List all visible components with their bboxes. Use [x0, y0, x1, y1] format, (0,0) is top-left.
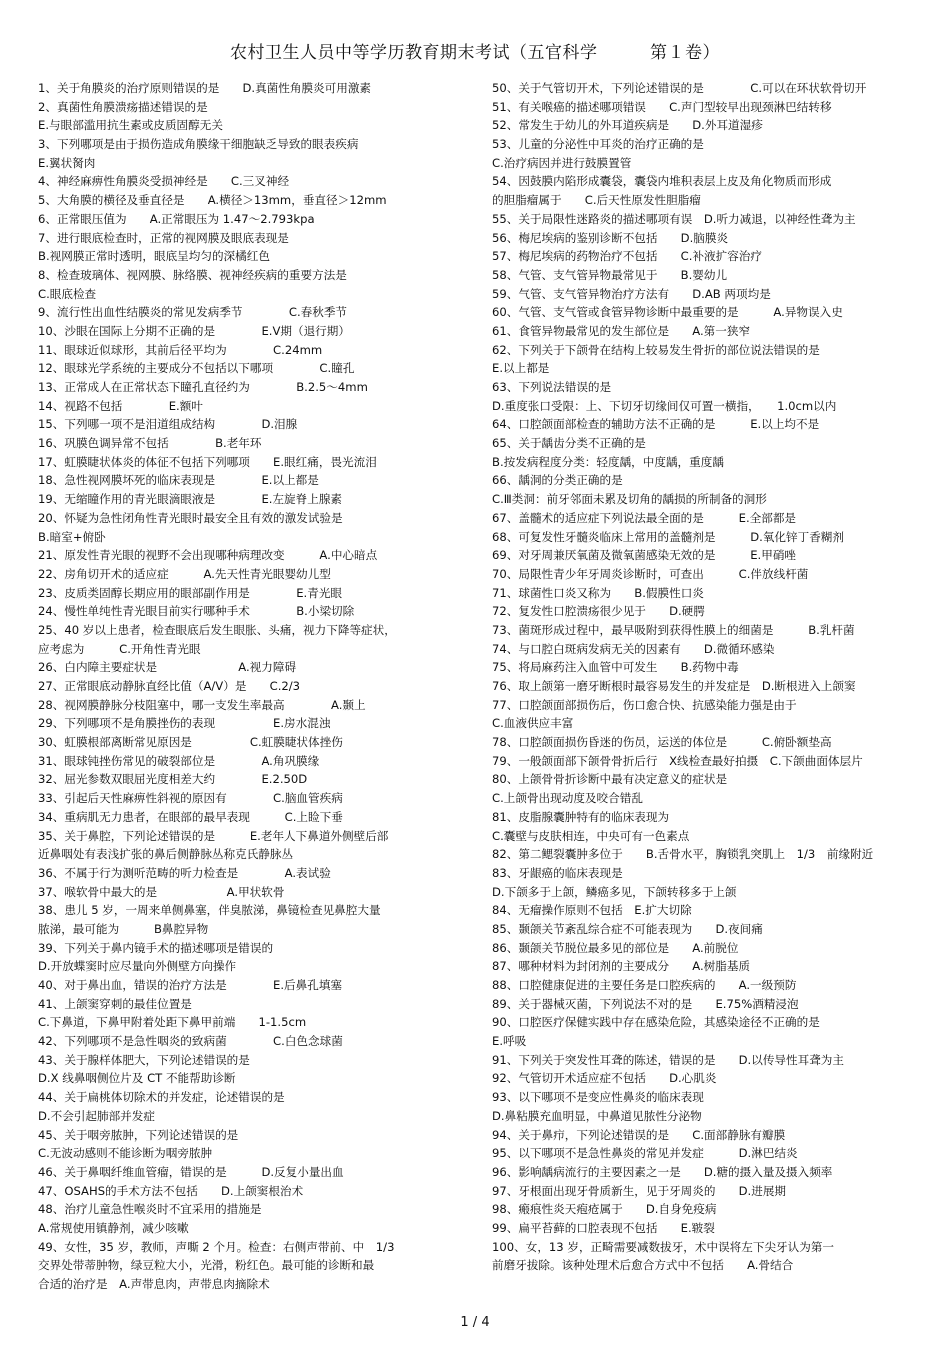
- question-line: 15、下列哪一项不是泪道组成结构 D.泪腺: [38, 417, 298, 432]
- question-line: 30、虹膜根部离断常见原因是 C.虹膜睫状体挫伤: [38, 735, 343, 750]
- question-line: 34、重病肌无力患者，在眼部的最早表现 C.上睑下垂: [38, 809, 343, 824]
- question-line: 12、眼球光学系统的主要成分不包括以下哪项 C.瞳孔: [38, 361, 355, 376]
- question-line: 75、将局麻药注入血管中可发生 B.药物中毒: [492, 660, 739, 675]
- question-line: 50、关于气管切开术，下列论述错误的是 C.可以在环状软骨切开: [492, 81, 867, 95]
- question-line: 32、屈光参数双眼屈光度相差大约 E.2.50D: [38, 772, 308, 787]
- question-line: 37、喉软骨中最大的是 A.甲状软骨: [38, 884, 285, 899]
- question-line: D.鼻粘膜充血明显，中鼻道见脓性分泌物: [492, 1108, 702, 1123]
- question-line: 86、颞颌关节脱位最多见的部位是 A.前脱位: [492, 940, 739, 955]
- question-line: 67、盖髓术的适应症下列说法最全面的是 E.全部都是: [492, 510, 797, 525]
- question-line: 20、怀疑为急性闭角性青光眼时最安全且有效的激发试验是: [38, 510, 343, 525]
- question-line: D.不会引起肺部并发症: [38, 1108, 155, 1123]
- question-line: 的胆脂瘤属于 C.后天性原发性胆脂瘤: [492, 193, 701, 208]
- question-line: 63、下列说法错误的是: [492, 380, 612, 394]
- question-line: 84、无瘤操作原则不包括 E.扩大切除: [492, 903, 692, 918]
- question-line: 69、对牙周兼厌氧菌及微氧菌感染无效的是 E.甲硝唑: [492, 548, 797, 563]
- question-line: E.呼吸: [492, 1034, 527, 1049]
- question-line: E.与眼部滥用抗生素或皮质固醇无关: [38, 118, 223, 133]
- question-line: 68、可复发性牙髓炎临床上常用的盖髓剂是 D.氧化锌丁香糊剂: [492, 529, 844, 544]
- question-line: 89、关于器械灭菌，下列说法不对的是 E.75%酒精浸泡: [492, 996, 799, 1011]
- question-line: C.眼底检查: [38, 286, 97, 301]
- question-line: 99、扁平苔藓的口腔表现不包括 E.皲裂: [492, 1220, 715, 1235]
- question-line: 55、关于局限性迷路炎的描述哪项有误 D.听力减退，以神经性聋为主: [492, 211, 856, 226]
- question-line: 90、口腔医疗保健实践中存在感染危险，其感染途径不正确的是: [492, 1015, 820, 1030]
- question-line: 前磨牙拔除。该种处理术后愈合方式中不包括 A.骨结合: [492, 1258, 794, 1273]
- question-line: 10、沙眼在国际上分期不正确的是 E.Ⅴ期（退行期）: [38, 323, 350, 338]
- question-line: 76、取上颌第一磨牙断根时最容易发生的并发症是 D.断根进入上颌窦: [492, 679, 856, 693]
- question-line: 7、进行眼底检查时，正常的视网膜及眼底表现是: [38, 230, 289, 245]
- question-line: 46、关于鼻咽纤维血管瘤，错误的是 D.反复小量出血: [38, 1164, 344, 1179]
- question-line: 60、气管、支气管或食管异物诊断中最重要的是 A.异物误入史: [492, 305, 843, 320]
- question-line: 14、视路不包括 E.额叶: [38, 398, 203, 413]
- question-line: B.按发病程度分类：轻度龋，中度龋，重度龋: [492, 454, 724, 469]
- question-line: C.上颌骨出现动度及咬合错乱: [492, 791, 643, 806]
- question-line: 脓涕，最可能为 B鼻腔异物: [38, 921, 209, 936]
- question-line: D.开放蝶窦时应尽量向外侧壁方向操作: [38, 959, 237, 974]
- question-line: C.血液供应丰富: [492, 716, 574, 731]
- question-line: 36、不属于行为测听范畴的听力检查是 A.表试验: [38, 865, 331, 880]
- question-line: C.无波动感则不能诊断为咽旁脓肿: [38, 1146, 213, 1161]
- question-line: 82、第二鳃裂囊肿多位于 B.舌骨水平，胸锁乳突肌上 1/3 前缘附近: [492, 847, 874, 862]
- question-line: 18、急性视网膜坏死的临床表现是 E.以上都是: [38, 473, 319, 488]
- question-line: 24、慢性单纯性青光眼目前实行哪种手术 B.小梁切除: [38, 604, 355, 619]
- question-line: 近鼻咽处有表浅扩张的鼻后侧静脉丛称克氏静脉丛: [38, 847, 294, 862]
- question-line: E.翼状胬肉: [38, 155, 96, 170]
- question-line: D.下颌多于上颌，鳞癌多见，下颌转移多于上颌: [492, 884, 737, 899]
- question-line: 91、下列关于突发性耳聋的陈述，错误的是 D.以传导性耳聋为主: [492, 1052, 844, 1067]
- left-column: [38, 79, 474, 1294]
- question-line: 45、关于咽旁脓肿，下列论述错误的是: [38, 1127, 239, 1142]
- question-line: 16、巩膜色调异常不包括 B.老年环: [38, 436, 262, 451]
- question-line: 71、球菌性口炎又称为 B.假膜性口炎: [492, 585, 704, 600]
- question-line: 1、关于角膜炎的治疗原则错误的是 D.真菌性角膜炎可用激素: [38, 81, 372, 95]
- question-line: 87、哪种材料为封闭剂的主要成分 A.树脂基质: [492, 959, 751, 974]
- question-line: 83、牙龈癌的临床表现是: [492, 865, 623, 880]
- question-line: 22、房角切开术的适应症 A.先天性青光眼婴幼儿型: [38, 566, 331, 581]
- question-line: C.Ⅲ类洞：前牙邻面未累及切角的龋损的所制备的洞形: [492, 492, 767, 507]
- question-line: C.治疗病因并进行鼓膜置管: [492, 155, 632, 170]
- question-line: D.X 线鼻咽侧位片及 CT 不能帮助诊断: [38, 1071, 236, 1086]
- question-line: 6、正常眼压值为 A.正常眼压为 1.47～2.793kpa: [38, 211, 315, 226]
- question-line: 98、瘢痕性炎天疱疮属于 D.自身免疫病: [492, 1202, 717, 1217]
- question-line: 48、治疗儿童急性喉炎时不宜采用的措施是: [38, 1202, 262, 1217]
- question-line: 26、白内障主要症状是 A.视力障碍: [38, 660, 297, 675]
- question-line: 31、眼球钝挫伤常见的破裂部位是 A.角巩膜缘: [38, 753, 320, 768]
- question-line: 53、儿童的分泌性中耳炎的治疗正确的是: [492, 137, 704, 152]
- question-line: 54、因鼓膜内陷形成囊袋，囊袋内堆积表层上皮及角化物质而形成: [492, 174, 832, 189]
- question-line: 62、下列关于下颌骨在结构上较易发生骨折的部位说法错误的是: [492, 342, 820, 357]
- question-line: 39、下列关于鼻内镜手术的描述哪项是错误的: [38, 940, 274, 955]
- question-line: D.重度张口受限：上、下切牙切缘间仅可置一横指， 1.0cm以内: [492, 398, 837, 413]
- question-line: 78、口腔颌面损伤昏迷的伤员，运送的体位是 C.俯卧额垫高: [492, 735, 832, 750]
- question-line: 80、上颌骨骨折诊断中最有决定意义的症状是: [492, 772, 728, 787]
- question-line: 92、气管切开术适应症不包括 D.心肌炎: [492, 1071, 717, 1086]
- question-line: 81、皮脂腺囊肿特有的临床表现为: [492, 809, 670, 824]
- question-line: 64、口腔颌面部检查的辅助方法不正确的是 E.以上均不是: [492, 417, 820, 432]
- question-line: 56、梅尼埃病的鉴别诊断不包括 D.脑膜炎: [492, 230, 729, 245]
- question-line: 11、眼球近似球形，其前后径平均为 C.24mm: [38, 342, 323, 357]
- question-line: 4、神经麻痹性角膜炎受损神经是 C.三叉神经: [38, 174, 290, 189]
- question-line: 9、流行性出血性结膜炎的常见发病季节 C.春秋季节: [38, 305, 348, 320]
- question-line: 73、菌斑形成过程中，最早吸附到获得性膜上的细菌是 B.乳杆菌: [492, 622, 855, 637]
- question-line: 29、下列哪项不是角膜挫伤的表现 E.房水混浊: [38, 716, 331, 731]
- question-line: 79、一般颌面部下颌骨骨折后行 X线检查最好拍摄 C.下颌曲面体层片: [492, 753, 863, 768]
- question-line: 72、复发性口腔溃疡很少见于 D.硬腭: [492, 604, 705, 619]
- question-line: 57、梅尼埃病的药物治疗不包括 C.补液扩容治疗: [492, 249, 763, 264]
- question-line: B.暗室+俯卧: [38, 529, 106, 544]
- question-line: 52、常发生于幼儿的外耳道疾病是 D.外耳道湿疹: [492, 118, 763, 133]
- question-line: 51、有关喉癌的描述哪项错误 C.声门型较早出现颈淋巴结转移: [492, 99, 832, 114]
- question-line: 95、以下哪项不是急性鼻炎的常见并发症 D.淋巴结炎: [492, 1146, 798, 1161]
- question-line: 100、女，13 岁，正畸需要减数拔牙，术中误将左下尖牙认为第一: [492, 1239, 835, 1254]
- question-line: E.以上都是: [492, 361, 550, 376]
- question-line: 40、对于鼻出血，错误的治疗方法是 E.后鼻孔填塞: [38, 978, 343, 992]
- question-line: 77、口腔颌面部损伤后，伤口愈合快、抗感染能力强是由于: [492, 697, 797, 712]
- question-line: 13、正常成人在正常状态下瞳孔直径约为 B.2.5～4mm: [38, 380, 368, 394]
- question-line: 41、上颌窦穿刺的最佳位置是: [38, 996, 192, 1011]
- question-line: A.常规使用镇静剂，减少咳嗽: [38, 1220, 189, 1235]
- question-line: 94、关于鼻疖，下列论述错误的是 C.面部静脉有瓣膜: [492, 1127, 786, 1142]
- question-line: 28、视网膜静脉分枝阻塞中，哪一支发生率最高 A.颞上: [38, 697, 366, 712]
- question-line: 19、无缩瞳作用的青光眼滴眼液是 E.左旋脊上腺素: [38, 492, 343, 507]
- question-line: 65、关于龋齿分类不正确的是: [492, 436, 646, 451]
- question-line: 25、40 岁以上患者，检查眼底后发生眼胀、头痛，视力下降等症状，: [38, 622, 396, 637]
- question-line: 97、牙根面出现牙骨质新生，见于牙周炎的 D.进展期: [492, 1183, 787, 1198]
- question-line: 17、虹膜睫状体炎的体征不包括下列哪项 E.眼红痛，畏光流泪: [38, 454, 377, 469]
- question-line: 8、检查玻璃体、视网膜、脉络膜、视神经疾病的重要方法是: [38, 267, 347, 282]
- question-line: 33、引起后天性麻痹性斜视的原因有 C.脑血管疾病: [38, 791, 343, 806]
- question-line: 交界处带蒂肿物，绿豆粒大小，光滑，粉红色。最可能的诊断和最: [38, 1258, 375, 1273]
- question-line: 5、大角膜的横径及垂直径是 A.横径＞13mm，垂直径＞12mm: [38, 193, 387, 208]
- question-line: 合适的治疗是 A.声带息肉，声带息肉摘除术: [38, 1277, 270, 1291]
- question-line: 42、下列哪项不是急性咽炎的致病菌 C.白色念球菌: [38, 1034, 343, 1049]
- question-line: 38、患儿 5 岁，一周来单侧鼻塞，伴臭脓涕，鼻镜检查见鼻腔大量: [38, 903, 381, 918]
- question-line: 44、关于扁桃体切除术的并发症，论述错误的是: [38, 1090, 285, 1105]
- question-line: 2、真菌性角膜溃疡描述错误的是: [38, 99, 208, 114]
- question-line: 43、关于腺样体肥大，下列论述错误的是: [38, 1052, 250, 1067]
- question-line: 74、与口腔白斑病发病无关的因素有 D.微循环感染: [492, 641, 775, 656]
- question-line: 66、龋洞的分类正确的是: [492, 473, 623, 488]
- question-line: B.视网膜正常时透明，眼底呈均匀的深橘红色: [38, 249, 270, 264]
- question-line: 应考虑为 C.开角性青光眼: [38, 641, 201, 656]
- question-line: 35、关于鼻腔，下列论述错误的是 E.老年人下鼻道外侧壁后部: [38, 828, 389, 843]
- question-line: 58、气管、支气管异物最常见于 B.婴幼儿: [492, 267, 728, 282]
- question-line: 3、下列哪项是由于损伤造成角膜缘干细胞缺乏导致的眼表疾病: [38, 137, 359, 152]
- question-line: 21、原发性青光眼的视野不会出现哪种病理改变 A.中心暗点: [38, 548, 378, 563]
- question-line: 49、女性，35 岁，教师，声嘶 2 个月。检查：右侧声带前、中 1/3: [38, 1239, 395, 1254]
- right-column: [492, 79, 922, 1275]
- question-line: 27、正常眼底动静脉直经比值（A/V）是 C.2/3: [38, 679, 301, 693]
- question-line: 23、皮质类固醇长期应用的眼部副作用是 E.青光眼: [38, 585, 343, 600]
- page-number: 1 / 4: [460, 1315, 490, 1330]
- question-line: 85、颞颌关节紊乱综合症不可能表现为 D.夜间痛: [492, 921, 763, 936]
- question-line: C.囊壁与皮肤相连，中央可有一色素点: [492, 828, 690, 843]
- page-title: 农村卫生人员中等学历教育期末考试（五官科学 第１卷）: [230, 43, 720, 63]
- question-line: 88、口腔健康促进的主要任务是口腔疾病的 A.一级预防: [492, 978, 797, 992]
- question-line: C.下鼻道，下鼻甲附着处距下鼻甲前端 1-1.5cm: [38, 1015, 307, 1030]
- question-line: 59、气管、支气管异物治疗方法有 D.AB 两项均是: [492, 286, 771, 301]
- question-line: 96、影响龋病流行的主要因素之一是 D.糖的摄入量及摄入频率: [492, 1164, 833, 1179]
- question-line: 47、OSAHS的手术方法不包括 D.上颌窦根治术: [38, 1183, 304, 1198]
- question-line: 61、食管异物最常见的发生部位是 A.第一狭窄: [492, 323, 751, 338]
- question-line: 70、局限性青少年牙周炎诊断时，可查出 C.伴放线杆菌: [492, 566, 809, 581]
- question-line: 93、以下哪项不是变应性鼻炎的临床表现: [492, 1090, 704, 1105]
